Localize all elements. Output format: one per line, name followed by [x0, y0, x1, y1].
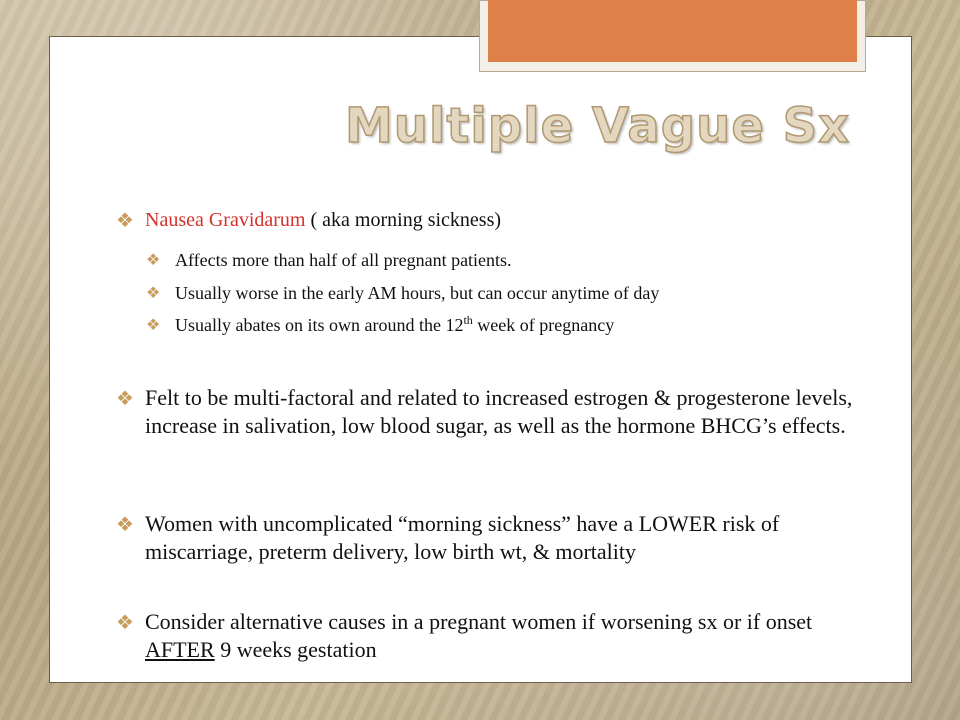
diamond-bullet-icon: ❖	[146, 315, 161, 334]
sub-bullet-3-text-end: week of pregnancy	[472, 315, 615, 335]
bullet-item-4	[145, 608, 885, 664]
highlighted-term: Nausea Gravidarum	[145, 209, 306, 231]
sub-bullet-1: Affects more than half of all pregnant patients.	[175, 250, 512, 270]
sub-bullet-2: Usually worse in the early AM hours, but can occur anytime of day	[175, 283, 660, 303]
bullet-item-3: Women with uncomplicated “morning sickness” have a LOWER risk of miscarriage, preterm delivery, low birth wt, & mortality	[145, 511, 780, 564]
sub-bullet-3	[175, 314, 614, 336]
bullet-item-1	[145, 208, 501, 232]
bullet-item-1-text: ( aka morning sickness)	[305, 209, 502, 231]
diamond-bullet-icon: ❖	[116, 386, 134, 410]
diamond-bullet-icon: ❖	[116, 512, 134, 536]
ordinal-superscript: th	[463, 313, 473, 327]
diamond-bullet-icon: ❖	[146, 283, 161, 302]
underlined-term: AFTER	[145, 637, 215, 662]
bullet-item-4-text-end: 9 weeks gestation	[214, 637, 377, 662]
bullet-item-4-text: Consider alternative causes in a pregnant women if worsening sx or if onset	[145, 609, 813, 634]
sub-bullet-3-text: Usually abates on its own around the 12	[175, 315, 464, 335]
diamond-bullet-icon: ❖	[116, 610, 134, 634]
diamond-bullet-icon: ❖	[116, 208, 134, 232]
diamond-bullet-icon: ❖	[146, 250, 161, 269]
slide-title: Multiple Vague Sx	[345, 98, 851, 154]
bullet-item-2: Felt to be multi-factoral and related to increased estrogen & progesterone levels, increase in salivation, low blood sugar, as well as the hormone BHCG’s effects.	[145, 385, 853, 438]
